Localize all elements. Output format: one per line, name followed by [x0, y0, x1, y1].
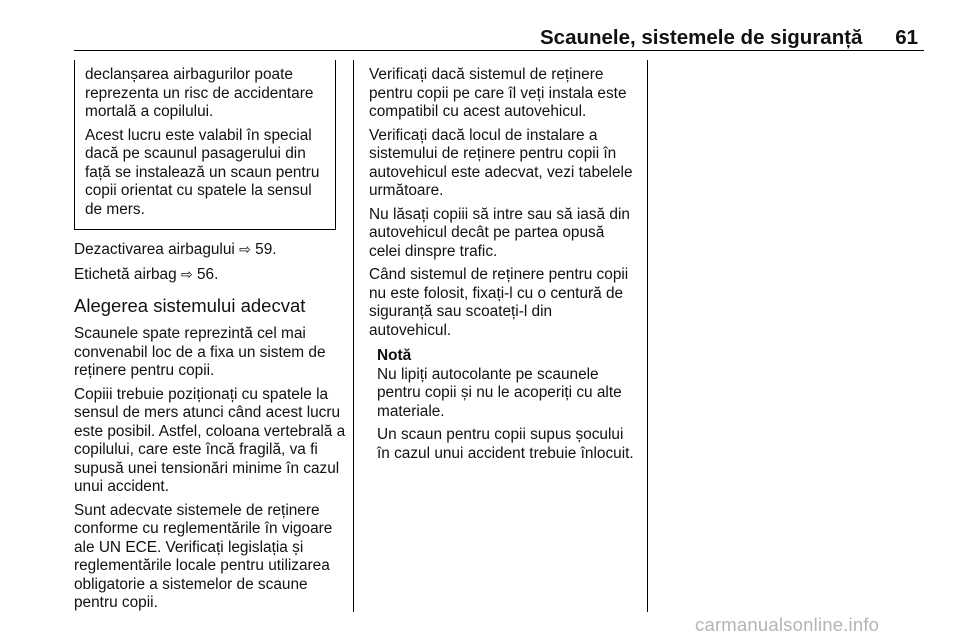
page-header-title: Scaunele, sistemele de siguranță	[540, 26, 863, 49]
left-paragraph-3: Sunt adecvate sistemele de reținere conforme cu reglementările în vigoare ale UN ECE. Verificați legislația și reglementările locale pentru utilizarea obligatorie a sistemelor de scaune pentru copii.	[74, 501, 333, 611]
right-paragraph-2: Verificați dacă locul de instalare a sistemului de reținere pentru copii în autovehicul este adecvat, vezi tabelele următoare.	[369, 126, 633, 199]
section-heading: Alegerea sistemului adecvat	[74, 295, 306, 316]
right-paragraph-4: Când sistemul de reținere pentru copii nu este folosit, fixați-l cu o centură de siguranță sau scoateți-l din autovehicul.	[369, 266, 629, 339]
note-paragraph-2: Un scaun pentru copii supus șocului în cazul unui accident trebuie înlocuit.	[377, 426, 634, 462]
reference-airbag-deactivation: Dezactivarea airbagului ⇨ 59.	[74, 241, 277, 258]
column-divider	[647, 60, 648, 612]
left-paragraph-2: Copiii trebuie poziționați cu spatele la sensul de mers atunci când acest lucru este posibil. Astfel, coloana vertebrală a copilului, care este încă fragilă, va fi supusă unei tensionări minime în cazul unui accident.	[74, 385, 346, 495]
page-reference-arrow-icon: ⇨	[180, 265, 193, 282]
page-reference-arrow-icon: ⇨	[239, 241, 251, 257]
warning-text-2: Acest lucru este valabil în special dacă pe scaunul pasagerului din față se instalează un scaun pentru copii orientat cu spatele la sensul de mers.	[85, 126, 320, 218]
watermark: carmanualsonline.info	[695, 614, 880, 635]
header-divider	[74, 50, 924, 51]
column-divider	[353, 60, 354, 612]
warning-text-1: declanșarea airbagurilor poate reprezenta un risc de accidentare mortală a copilului.	[85, 66, 314, 120]
note-paragraph-1: Nu lipiți autocolante pe scaunele pentru copii și nu le acoperiți cu alte materiale.	[377, 365, 622, 420]
left-paragraph-1: Scaunele spate reprezintă cel mai convenabil loc de a fixa un sistem de reținere pentru copii.	[74, 325, 326, 379]
page-number: 61	[895, 26, 918, 49]
right-paragraph-1: Verificați dacă sistemul de reținere pentru copii pe care îl veți instala este compatibil cu acest autovehicul.	[369, 66, 627, 120]
note-block	[377, 347, 637, 463]
reference-airbag-label: Etichetă airbag ⇨ 56.	[74, 265, 219, 283]
right-column	[369, 66, 637, 463]
right-paragraph-3: Nu lăsați copiii să intre sau să iasă din autovehicul decât pe partea opusă celei dinspre trafic.	[369, 205, 630, 260]
warning-box	[74, 60, 336, 230]
left-column	[74, 240, 346, 613]
note-title: Notă	[377, 347, 412, 364]
